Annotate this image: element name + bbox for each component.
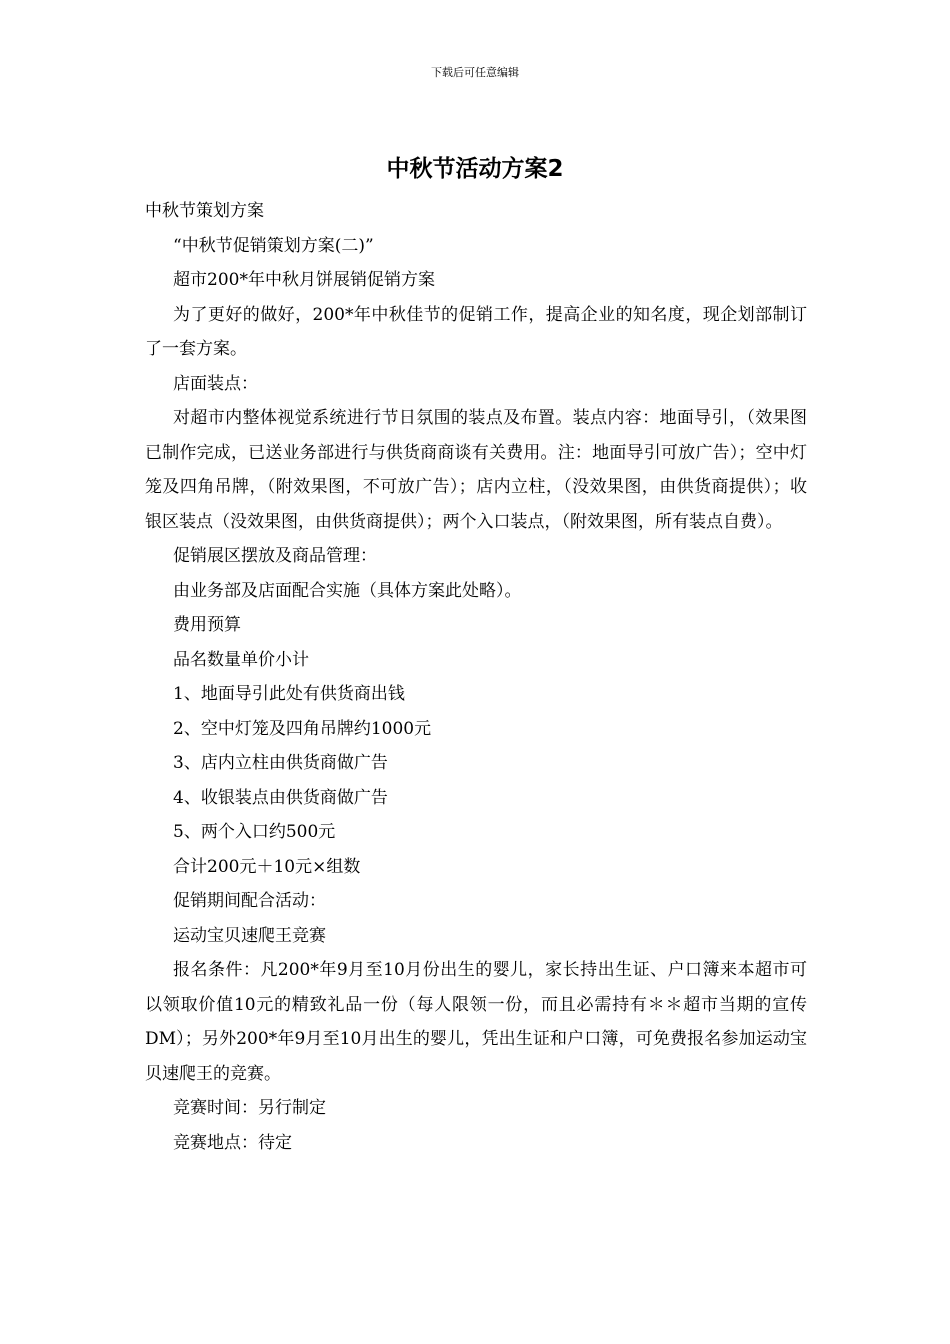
- paragraph: 报名条件：凡200*年9月至10月份出生的婴儿，家长持出生证、户口簿来本超市可以领取价值10元的精致礼品一份（每人限领一份，而且必需持有＊＊超市当期的宣传DM）；另外200*年9月至10月出生的婴儿，凭出生证和户口簿，可免费报名参加运动宝贝速爬王的竞赛。: [145, 960, 807, 1084]
- paragraph: 中秋节策划方案: [145, 201, 264, 221]
- paragraph: “中秋节促销策划方案(二)”: [173, 235, 374, 256]
- paragraph: 品名数量单价小计: [173, 649, 309, 670]
- paragraph: 由业务部及店面配合实施（具体方案此处略）。: [173, 580, 522, 601]
- paragraph: 费用预算: [173, 615, 241, 635]
- paragraph: 促销期间配合活动：: [173, 891, 326, 911]
- paragraph: 竞赛时间：另行制定: [173, 1098, 326, 1118]
- paragraph: 4、收银装点由供货商做广告: [173, 787, 388, 808]
- paragraph: 合计200元＋10元×组数: [173, 856, 361, 877]
- paragraph: 超市200*年中秋月饼展销促销方案: [173, 270, 435, 290]
- header-note: 下载后可任意编辑: [431, 66, 519, 79]
- paragraph: 运动宝贝速爬王竞赛: [173, 925, 326, 946]
- document-title: 中秋节活动方案2: [386, 156, 564, 182]
- paragraph: 3、店内立柱由供货商做广告: [173, 753, 388, 773]
- paragraph: 5、两个入口约500元: [173, 822, 336, 842]
- paragraph: 为了更好的做好，200*年中秋佳节的促销工作，提高企业的知名度，现企划部制订了一套方案。: [145, 304, 807, 359]
- paragraph: 2、空中灯笼及四角吊牌约1000元: [173, 718, 432, 739]
- document-body: [145, 194, 807, 1160]
- paragraph: 竞赛地点：待定: [173, 1132, 292, 1153]
- paragraph: 1、地面导引此处有供货商出钱: [173, 684, 405, 704]
- paragraph: 促销展区摆放及商品管理：: [173, 546, 377, 566]
- paragraph: 店面装点：: [173, 373, 258, 394]
- paragraph: 对超市内整体视觉系统进行节日氛围的装点及布置。装点内容：地面导引，（效果图已制作完成，已送业务部进行与供货商商谈有关费用。注：地面导引可放广告）；空中灯笼及四角吊牌，（附效果图，不可放广告）；店内立柱，（没效果图，由供货商提供）；收银区装点（没效果图，由供货商提供）；两个入口装点，（附效果图，所有装点自费）。: [145, 408, 807, 532]
